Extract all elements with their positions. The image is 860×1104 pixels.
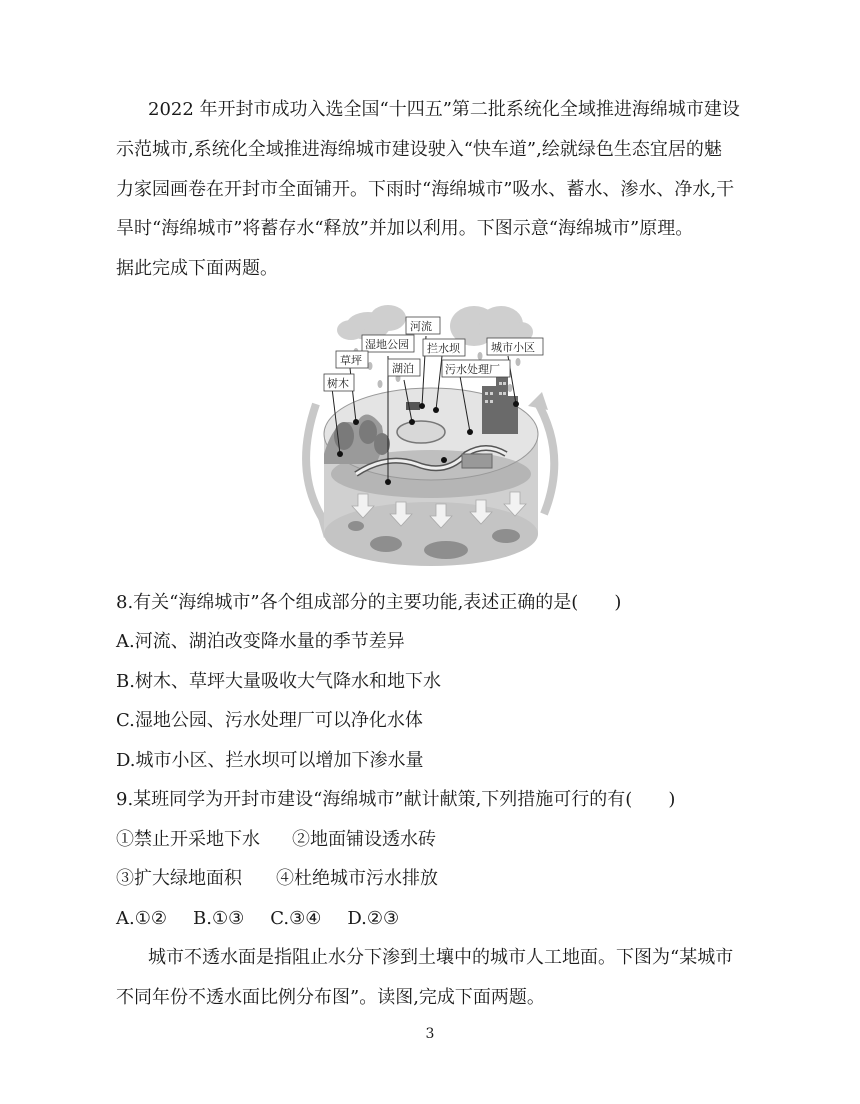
left-cycle-arrow-icon <box>306 404 326 524</box>
q8-option-a: A.河流、湖泊改变降水量的季节差异 <box>116 631 405 652</box>
outro-line-1: 城市不透水面是指阻止水分下渗到土壤中的城市人工地面。下图为“某城市 <box>148 947 734 968</box>
q8-option-b: B.树木、草坪大量吸收大气降水和地下水 <box>116 671 441 692</box>
q8-option-d: D.城市小区、拦水坝可以增加下渗水量 <box>116 750 424 771</box>
intro-line-2: 示范城市,系统化全域推进海绵城市建设驶入“快车道”,绘就绿色生态宜居的魅 <box>116 139 722 160</box>
label-dam: 拦水坝 <box>427 342 460 355</box>
intro-line-5: 据此完成下面两题。 <box>116 258 278 279</box>
label-lake: 湖泊 <box>392 362 414 375</box>
q9-statement-2: ②地面铺设透水砖 <box>292 829 436 850</box>
q9-statements-row-1 <box>116 829 436 851</box>
label-wetland: 湿地公园 <box>365 338 409 351</box>
q9-option-a: A.①② <box>116 908 167 929</box>
outro-line-2: 不同年份不透水面比例分布图”。读图,完成下面两题。 <box>116 987 545 1008</box>
q9-option-d: D.②③ <box>347 908 400 929</box>
page-number: 3 <box>425 1026 435 1042</box>
q9-statement-3: ③扩大绿地面积 <box>116 868 242 889</box>
q9-options <box>116 908 399 930</box>
q8-stem: 8.有关“海绵城市”各个组成部分的主要功能,表述正确的是( ) <box>116 592 622 613</box>
sewage-plant-icon <box>462 454 492 468</box>
label-community: 城市小区 <box>491 341 535 354</box>
sponge-city-illustration <box>296 304 566 580</box>
intro-line-3: 力家园画卷在开封市全面铺开。下雨时“海绵城市”吸水、蓄水、渗水、净水,干 <box>116 179 735 200</box>
q9-stem: 9.某班同学为开封市建设“海绵城市”献计献策,下列措施可行的有( ) <box>116 789 676 810</box>
label-river: 河流 <box>410 320 432 333</box>
right-cycle-arrow-icon <box>536 400 554 514</box>
label-sewage: 污水处理厂 <box>445 363 500 376</box>
q9-option-b: B.①③ <box>193 908 245 929</box>
lake-shape <box>397 421 445 443</box>
label-trees: 树木 <box>327 377 349 390</box>
q9-option-c: C.③④ <box>270 908 322 929</box>
label-grass: 草坪 <box>340 354 362 367</box>
q9-statement-4: ④杜绝城市污水排放 <box>276 868 438 889</box>
q9-statements-row-2 <box>116 868 438 890</box>
q9-statement-1: ①禁止开采地下水 <box>116 829 260 850</box>
sponge-city-figure <box>296 304 566 580</box>
intro-line-4: 旱时“海绵城市”将蓄存水“释放”并加以利用。下图示意“海绵城市”原理。 <box>116 218 694 239</box>
intro-line-1: 2022 年开封市成功入选全国“十四五”第二批系统化全域推进海绵城市建设 <box>148 99 740 120</box>
q8-option-c: C.湿地公园、污水处理厂可以净化水体 <box>116 710 423 731</box>
